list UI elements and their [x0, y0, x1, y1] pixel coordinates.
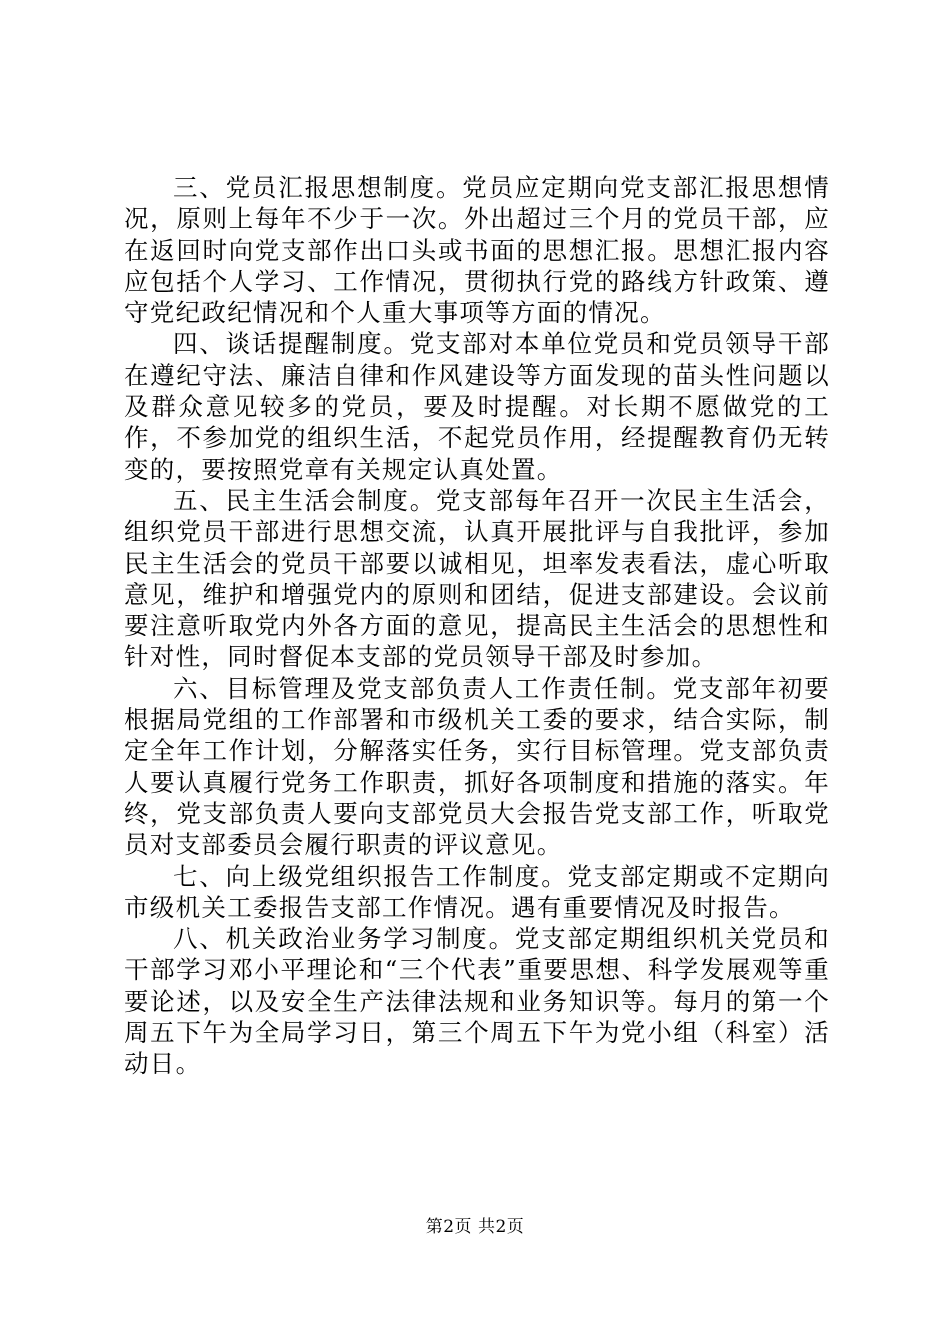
- document-body: [124, 172, 830, 1080]
- page-footer: 第2页 共2页: [425, 1217, 525, 1237]
- paragraph-5: 五、民主生活会制度。党支部每年召开一次民主生活会，组织党员干部进行思想交流，认真开展批评与自我批评，参加民主生活会的党员干部要以诚相见，坦率发表看法，虚心听取意见，维护和增强党内的原则和团结，促进支部建设。会议前要注意听取党内外各方面的意见，提高民主生活会的思想性和针对性，同时督促本支部的党员领导干部及时参加。: [124, 485, 830, 672]
- paragraph-6: 六、目标管理及党支部负责人工作责任制。党支部年初要根据局党组的工作部署和市级机关工委的要求，结合实际，制定全年工作计划，分解落实任务，实行目标管理。党支部负责人要认真履行党务工作职责，抓好各项制度和措施的落实。年终，党支部负责人要向支部党员大会报告党支部工作，听取党员对支部委员会履行职责的评议意见。: [124, 673, 830, 860]
- paragraph-4: 四、谈话提醒制度。党支部对本单位党员和党员领导干部在遵纪守法、廉洁自律和作风建设等方面发现的苗头性问题以及群众意见较多的党员，要及时提醒。对长期不愿做党的工作，不参加党的组织生活，不起党员作用，经提醒教育仍无转变的，要按照党章有关规定认真处置。: [124, 329, 830, 484]
- paragraph-8: 八、机关政治业务学习制度。党支部定期组织机关党员和干部学习邓小平理论和“三个代表”重要思想、科学发展观等重要论述，以及安全生产法律法规和业务知识等。每月的第一个周五下午为全局学习日，第三个周五下午为党小组（科室）活动日。: [124, 924, 830, 1079]
- paragraph-3: 三、党员汇报思想制度。党员应定期向党支部汇报思想情况，原则上每年不少于一次。外出超过三个月的党员干部，应在返回时向党支部作出口头或书面的思想汇报。思想汇报内容应包括个人学习、工作情况，贯彻执行党的路线方针政策、遵守党纪政纪情况和个人重大事项等方面的情况。: [124, 173, 830, 328]
- paragraph-7: 七、向上级党组织报告工作制度。党支部定期或不定期向市级机关工委报告支部工作情况。遇有重要情况及时报告。: [124, 861, 830, 922]
